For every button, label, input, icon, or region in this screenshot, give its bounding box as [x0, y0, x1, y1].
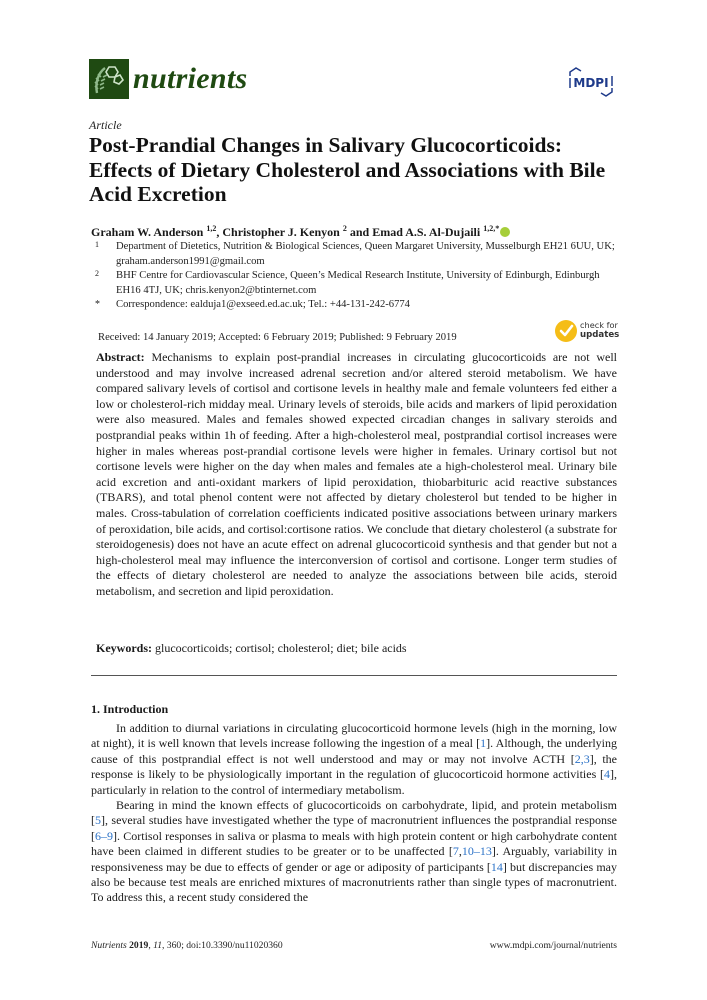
journal-name: nutrients — [133, 62, 248, 95]
introduction-body — [91, 721, 617, 906]
citation-link[interactable]: 7 — [452, 844, 459, 859]
checkmark-icon — [555, 320, 577, 342]
keywords — [96, 641, 617, 656]
citation-link[interactable]: 14 — [490, 859, 503, 874]
divider — [91, 675, 617, 676]
citation-link[interactable]: 1 — [480, 736, 487, 751]
journal-header — [89, 59, 619, 99]
publication-dates: Received: 14 January 2019; Accepted: 6 February 2019; Published: 9 February 2019 — [98, 332, 457, 343]
mdpi-logo-icon — [567, 67, 615, 97]
orcid-icon[interactable] — [500, 227, 510, 237]
paragraph: Bearing in mind the known effects of glucocorticoids on carbohydrate, lipid, and protein metabolism [5], several studies have investigated whether the type of macronutrient influences the postprandial response [6–9]. Cortisol responses in saliva or plasma to meals with high protein content or high carbohydrate content have been claimed in different studies to be greater or to be unaffected [7,10–13]. Arguably, variability in responsiveness may be due to effects of gender or age or adiposity of participants [14] but discrepancies may also be because test meals are enriched mixtures of macronutrients rather than single types of macronutrient. To address this, a recent study considered the — [91, 798, 618, 905]
check-for-updates-button[interactable]: check for updates — [555, 319, 625, 343]
citation-footer: Nutrients 2019, 11, 360; doi:10.3390/nu11020360 — [91, 940, 283, 951]
journal-url-link[interactable]: www.mdpi.com/journal/nutrients — [489, 940, 617, 951]
abstract-text: Mechanisms to explain post-prandial increases in circulating glucocorticoids are not well understood and may involve increased adrenal secretion and/or altered steroid metabolism. We have compared salivary levels of cortisol and cortisone levels in healthy male and female volunteers fed either a low or cholesterol-rich midday meal. Urinary levels of steroids, bile acids and markers of lipid peroxidation were also measured. Males and females showed expected circadian changes in salivary steroids and postprandial peaks within 1h of feeding. After a high-cholesterol meal, postprandial cortisol increases were higher in males whereas post-prandial cortisone levels were higher in females. Urinary cortisol but not cortisone levels were higher on the day when males and females ate a high-cholesterol meal. Urinary bile acid excretion and anti-oxidant markers of lipid peroxidation, thiobarbituric acid reactive substances (TBARS), and total phenol content were not affected by dietary cholesterol but tended to be higher in males. Cross-tabulation of correlation coefficients indicated positive associations between urinary markers of peroxidation, bile acids, and cortisol:cortisone ratios. We conclude that dietary cholesterol (a substrate for steroidogenesis) does not have an acute effect on adrenal glucocorticoid synthesis and that gender but not a high-cholesterol meal may influence the interconversion of cortisol and cortisone. Longer term studies of the effects of dietary cholesterol are needed to analyze the associations between bile acids, steroid metabolism, and secretion and lipid peroxidation. — [96, 350, 618, 598]
article-title: Post-Prandial Changes in Salivary Glucocorticoids: Effects of Dietary Cholesterol and Associations with Bile Acid Excretion — [89, 133, 606, 206]
citation-link[interactable]: 10–13 — [461, 844, 492, 859]
paragraph: In addition to diurnal variations in circulating glucocorticoid hormone levels (high in the morning, low at night), it is well known that levels increase following the ingestion of a meal [1]. Although, the underlying cause of this postprandial effect is not well understood and may or may not involve ACTH [2,3], the response is likely to be physiologically important in the regulation of glucocorticoid hormone activities [4], particularly in relation to the control of intermediary metabolism. — [91, 721, 618, 797]
author[interactable]: Graham W. Anderson $^{1,2}$ — [91, 224, 217, 239]
nutrients-logo-icon — [89, 59, 129, 99]
affiliation: 2 BHF Centre for Cardiovascular Science, Queen’s Medical Research Institute, University of Edinburgh, Edinburgh EH16 4TJ, UK; chris.kenyon2@btinternet.com — [95, 269, 600, 296]
article-type: Article — [89, 118, 122, 132]
citation-link[interactable]: 5 — [95, 813, 101, 828]
section-heading: 1. Introduction — [91, 702, 169, 716]
svg-text:MDPI: MDPI — [573, 76, 609, 90]
citation-link[interactable]: 4 — [604, 767, 610, 782]
keywords-text: glucocorticoids; cortisol; cholesterol; diet; bile acids — [155, 641, 407, 655]
abstract-label: Abstract: — [96, 350, 145, 364]
affiliation: 1 Department of Dietetics, Nutrition & Biological Sciences, Queen Margaret University, Musselburgh EH21 6UU, UK; graham.anderson1991@gmail.com — [95, 240, 615, 267]
author[interactable]: Christopher J. Kenyon $^2$ — [222, 224, 347, 239]
author[interactable]: Emad A.S. Al-Dujaili $^{1,2,*}$ — [372, 224, 500, 239]
keywords-label: Keywords: — [96, 641, 152, 655]
citation-link[interactable]: 6–9 — [95, 828, 113, 843]
abstract — [96, 350, 617, 600]
affiliations — [91, 240, 621, 313]
citation-link[interactable]: 2,3 — [574, 751, 590, 766]
correspondence: * Correspondence: ealduja1@exseed.ed.ac.uk; Tel.: +44-131-242-6774 — [95, 299, 410, 310]
author-list: Graham W. Anderson $^{1,2}$, Christopher J. Kenyon $^2$ and Emad A.S. Al-Dujaili $^{1,2,*}$ — [91, 222, 621, 239]
